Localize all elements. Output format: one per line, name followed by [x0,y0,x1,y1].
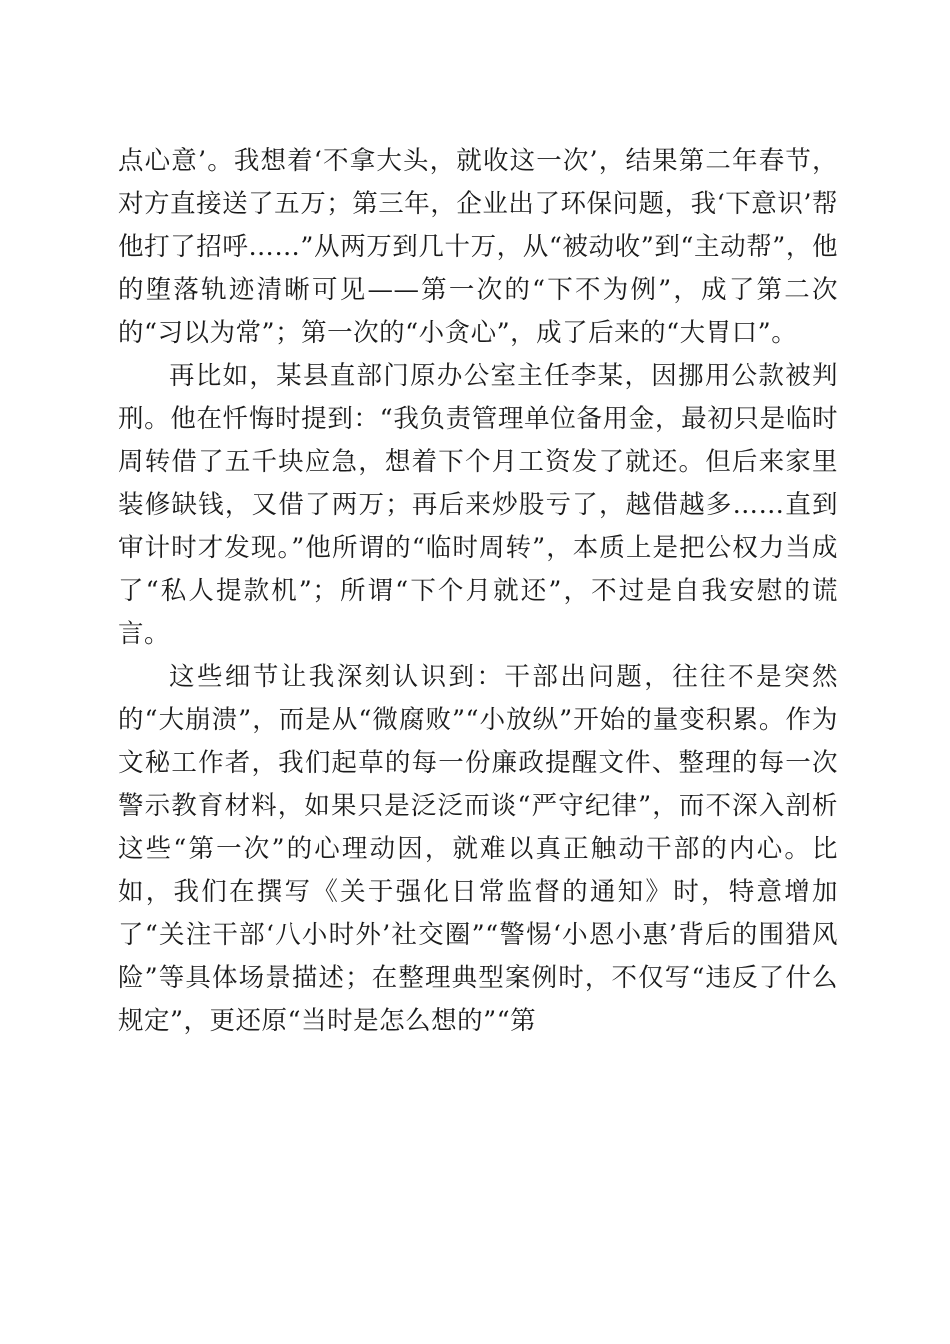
paragraph-2: 再比如，某县直部门原办公室主任李某，因挪用公款被判刑。他在忏悔时提到：“我负责管理单位备用金，最初只是临时周转借了五千块应急，想着下个月工资发了就还。但后来家里装修缺钱，又借了两万；再后来炒股亏了，越借越多……直到审计时才发现。”他所谓的“临时周转”，本质上是把公权力当成了“私人提款机”；所谓“下个月就还”，不过是自我安慰的谎言。 [118,361,838,649]
paragraph-3: 这些细节让我深刻认识到：干部出问题，往往不是突然的“大崩溃”，而是从“微腐败”“小放纵”开始的量变积累。作为文秘工作者，我们起草的每一份廉政提醒文件、整理的每一次警示教育材料，如果只是泛泛而谈“严守纪律”，而不深入剖析这些“第一次”的心理动因，就难以真正触动干部的内心。比如，我们在撰写《关于强化日常监督的通知》时，特意增加了“关注干部‘八小时外’社交圈”“警惕‘小恩小惠’背后的围猎风险”等具体场景描述；在整理典型案例时，不仅写“违反了什么规定”，更还原“当时是怎么想的”“第 [118,662,838,1036]
document-body [118,140,838,1043]
paragraph-1: 点心意’。我想着‘不拿大头，就收这一次’，结果第二年春节，对方直接送了五万；第三年，企业出了环保问题，我‘下意识’帮他打了招呼……”从两万到几十万，从“被动收”到“主动帮”，他的堕落轨迹清晰可见——第一次的“下不为例”，成了第二次的“习以为常”；第一次的“小贪心”，成了后来的“大胃口”。 [118,146,838,348]
